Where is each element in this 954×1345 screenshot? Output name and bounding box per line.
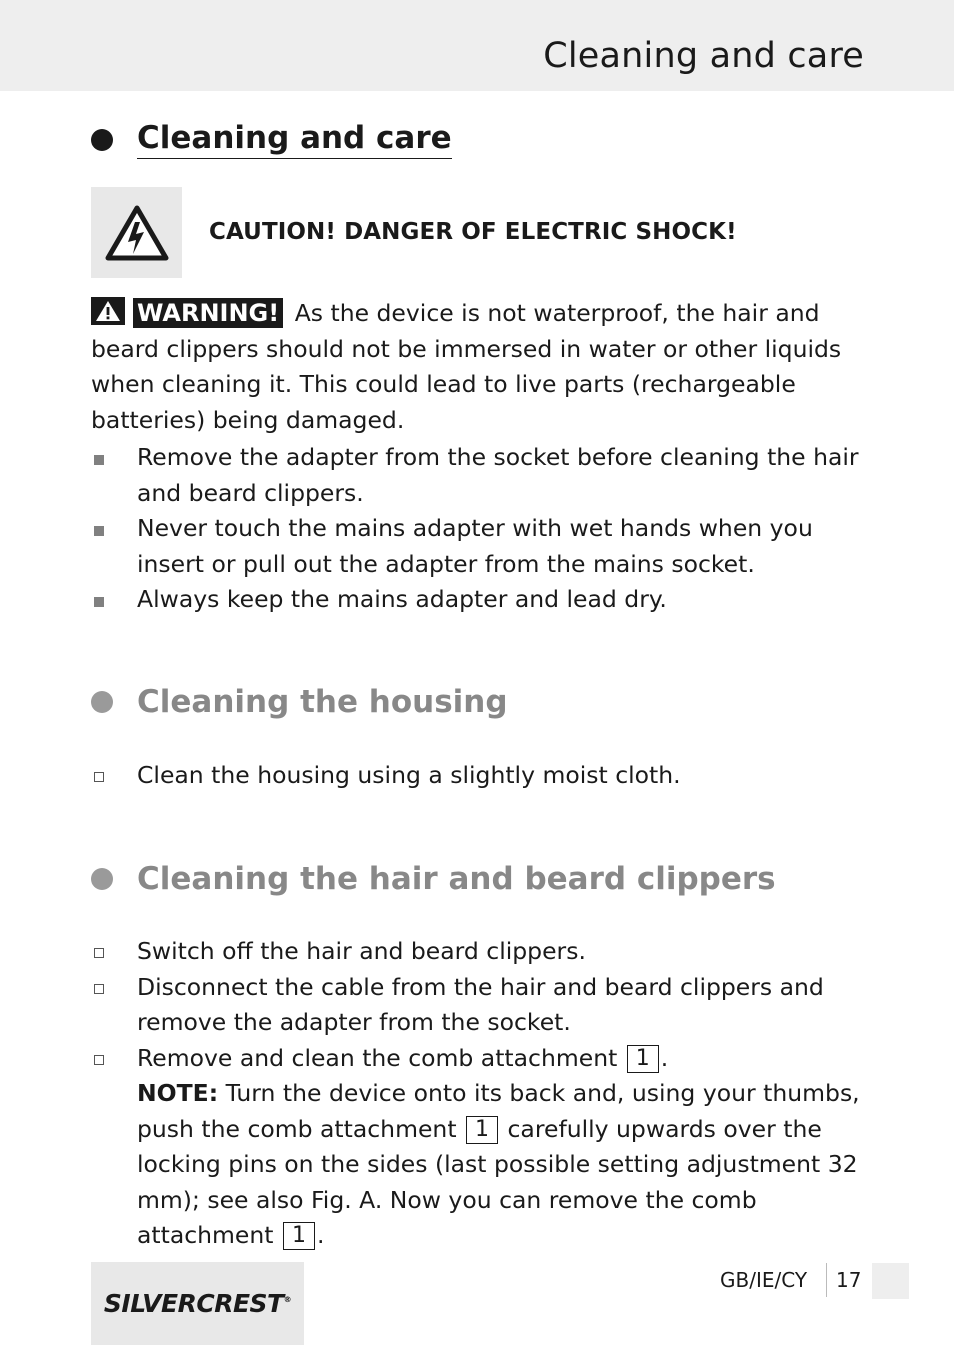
warning-paragraph xyxy=(91,296,866,438)
part-ref-box: 1 xyxy=(283,1222,315,1250)
brand-logo xyxy=(91,1262,304,1345)
list-item-text: Remove the adapter from the socket before cleaning the hair and beard clippers. xyxy=(137,443,859,507)
brand-logo-text xyxy=(104,1289,291,1318)
punctuation: . xyxy=(660,1043,669,1072)
checkbox-bullet-icon xyxy=(94,984,104,994)
heading-bullet-icon xyxy=(91,691,113,713)
list-item xyxy=(91,934,866,970)
list-item-text: Always keep the mains adapter and lead dry. xyxy=(137,585,667,613)
list-item xyxy=(91,511,866,582)
section-heading-text: Cleaning the hair and beard clippers xyxy=(137,861,776,897)
heading-bullet-icon xyxy=(91,868,113,890)
square-bullet-icon xyxy=(94,526,104,536)
footer-divider xyxy=(826,1263,827,1297)
running-header-title: Cleaning and care xyxy=(543,36,864,76)
electric-shock-warning-box xyxy=(91,187,182,278)
warning-triangle-icon xyxy=(91,297,125,325)
section-heading-cleaning-care xyxy=(91,120,452,159)
checkbox-bullet-icon xyxy=(94,1055,104,1065)
note-text: carefully upwards over the locking pins on the sides (last possible setting adjustment 32 mm); see also Fig. A. Now you can remove the comb attachment xyxy=(137,1114,858,1249)
note-text: Turn the device onto its back and, using your thumbs, push the comb attachment xyxy=(137,1079,860,1143)
warning-text: As the device is not waterproof, the hair and beard clippers should not be immersed in water or other liquids when cleaning it. This could lead to live parts (rechargeable batteries) being damaged. xyxy=(91,299,842,434)
list-item-text: Remove and clean the comb attachment xyxy=(137,1043,618,1072)
list-item-text: Switch off the hair and beard clippers. xyxy=(137,937,586,965)
warning-label: WARNING! xyxy=(133,298,283,328)
list-item xyxy=(91,582,866,618)
housing-steps xyxy=(91,758,866,794)
list-item-text: Disconnect the cable from the hair and beard clippers and remove the adapter from the socket. xyxy=(137,972,824,1036)
punctuation: . xyxy=(317,1221,325,1249)
registered-mark: ® xyxy=(283,1295,292,1304)
section-heading-text: Cleaning and care xyxy=(137,120,452,159)
footer-language-code: GB/IE/CY xyxy=(720,1268,808,1292)
clippers-steps xyxy=(91,934,866,1254)
list-item xyxy=(91,1041,866,1254)
safety-list xyxy=(91,440,866,618)
heading-bullet-icon xyxy=(91,129,113,151)
list-item xyxy=(91,758,866,794)
page-number: 17 xyxy=(836,1268,862,1292)
part-ref-box: 1 xyxy=(627,1045,659,1073)
note-label: NOTE: xyxy=(137,1079,219,1107)
checkbox-bullet-icon xyxy=(94,772,104,782)
logo-wordmark: SILVERCREST xyxy=(103,1289,284,1318)
section-heading-clippers xyxy=(91,861,776,897)
list-item-text: Clean the housing using a slightly moist cloth. xyxy=(137,761,681,789)
section-heading-housing xyxy=(91,684,508,720)
square-bullet-icon xyxy=(94,597,104,607)
list-item-text: Never touch the mains adapter with wet hands when you insert or pull out the adapter from the mains socket. xyxy=(137,514,813,578)
checkbox-bullet-icon xyxy=(94,948,104,958)
caution-heading: CAUTION! DANGER OF ELECTRIC SHOCK! xyxy=(209,219,737,245)
footer-tab-marker xyxy=(872,1263,909,1299)
section-heading-text: Cleaning the housing xyxy=(137,684,508,720)
square-bullet-icon xyxy=(94,455,104,465)
electric-shock-icon xyxy=(104,204,170,262)
part-ref-box: 1 xyxy=(466,1116,498,1144)
list-item xyxy=(91,970,866,1041)
list-item xyxy=(91,440,866,511)
